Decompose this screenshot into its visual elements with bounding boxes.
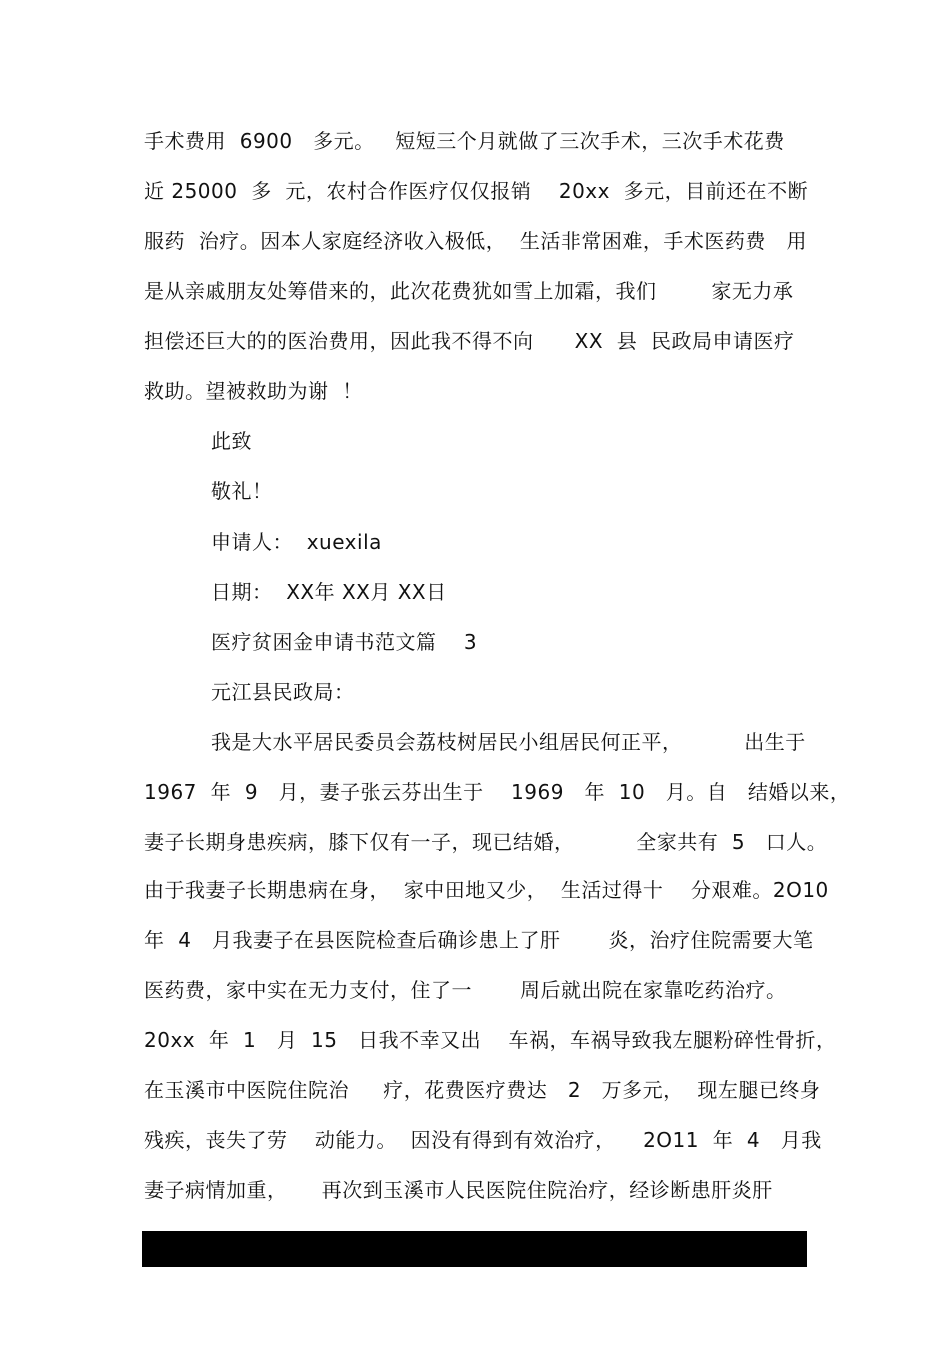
paragraph-line: 在玉溪市中医院住院治 疗，花费医疗费达 2 万多元， 现左腿已终身 [144,1078,821,1102]
paragraph-line: 我是大水平居民委员会荔枝树居民小组居民何正平， 出生于 [211,730,806,754]
paragraph-line: 1967 年 9 月，妻子张云芬出生于 1969 年 10 月。自 结婚以来， [144,780,851,804]
closing-salutation: 此致 [211,429,252,453]
paragraph-line: 担偿还巨大的的医治费用，因此我不得不向 XX 县 民政局申请医疗 [144,329,795,353]
closing-regards: 敬礼！ [211,479,273,503]
paragraph-line: 年 4 月我妻子在县医院检查后确诊患上了肝 炎，治疗住院需要大笔 [144,928,814,952]
date-line: 日期： XX年 XX月 XX日 [211,580,447,604]
footer-bar [142,1231,807,1267]
addressee: 元江县民政局： [211,680,355,704]
paragraph-line: 20xx 年 1 月 15 日我不幸又出 车祸，车祸导致我左腿粉碎性骨折， [144,1028,837,1052]
paragraph-line: 由于我妻子长期患病在身， 家中田地又少， 生活过得十 分艰难。2O10 [144,878,829,902]
paragraph-line: 服药 治疗。因本人家庭经济收入极低， 生活非常困难，手术医药费 用 [144,229,808,253]
paragraph-line: 妻子长期身患疾病，膝下仅有一子，现已结婚， 全家共有 5 口人。 [144,830,828,854]
paragraph-line: 医药费，家中实在无力支付，住了一 周后就出院在家靠吃药治疗。 [144,978,787,1002]
paragraph-line: 救助。望被救助为谢 ！ [144,379,363,403]
paragraph-line: 残疾，丧失了劳 动能力。 因没有得到有效治疗， 2O11 年 4 月我 [144,1128,822,1152]
paragraph-line: 是从亲戚朋友处筹借来的，此次花费犹如雪上加霜，我们 家无力承 [144,279,794,303]
paragraph-line: 妻子病情加重， 再次到玉溪市人民医院住院治疗，经诊断患肝炎肝 [144,1178,773,1202]
section-title: 医疗贫困金申请书范文篇 3 [211,630,478,654]
applicant-line: 申请人： xuexila [211,530,382,554]
paragraph-line: 手术费用 6900 多元。 短短三个月就做了三次手术，三次手术花费 [144,129,785,153]
paragraph-line: 近 25000 多 元，农村合作医疗仅仅报销 20xx 多元，目前还在不断 [144,179,809,203]
